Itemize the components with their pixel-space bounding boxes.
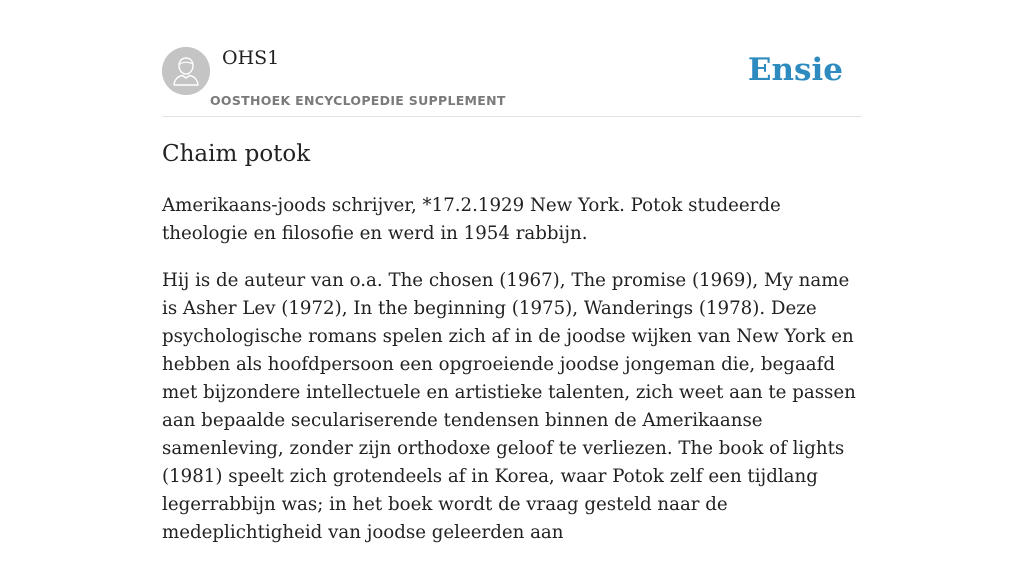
paragraph: Amerikaans-joods schrijver, *17.2.1929 New York. Potok studeerde theologie en filosofie en werd in 1954 rabbijn. [162, 195, 781, 244]
source-subtitle: OOSTHOEK ENCYCLOPEDIE SUPPLEMENT [210, 93, 506, 108]
article-body [162, 192, 862, 566]
source-avatar[interactable] [162, 47, 210, 95]
source-name[interactable]: OHS1 [222, 47, 280, 69]
user-icon [162, 47, 210, 95]
article-title: Chaim potok [162, 141, 311, 167]
paragraph: Hij is de auteur van o.a. The chosen (1967), The promise (1969), My name is Asher Lev (1972), In the beginning (1975), Wanderings (1978). Deze psychologische romans spelen zich af in de joodse wijken van New York en hebben als hoofdpersoon een opgroeiende joodse jongeman die, begaafd met bijzondere intellectuele en artistieke talenten, zich weet aan te passen aan bepaalde seculariserende tendensen binnen de Amerikaanse samenleving, zonder zijn orthodoxe geloof te verliezen. The book of lights (1981) speelt zich grotendeels af in Korea, waar Potok zelf een tijdlang legerrabbijn was; in het boek wordt de vraag gesteld naar de medeplichtigheid van joodse geleerden aan [162, 270, 856, 543]
brand-logo[interactable]: Ensie [747, 52, 843, 88]
header [162, 0, 862, 117]
article-container [162, 0, 862, 543]
